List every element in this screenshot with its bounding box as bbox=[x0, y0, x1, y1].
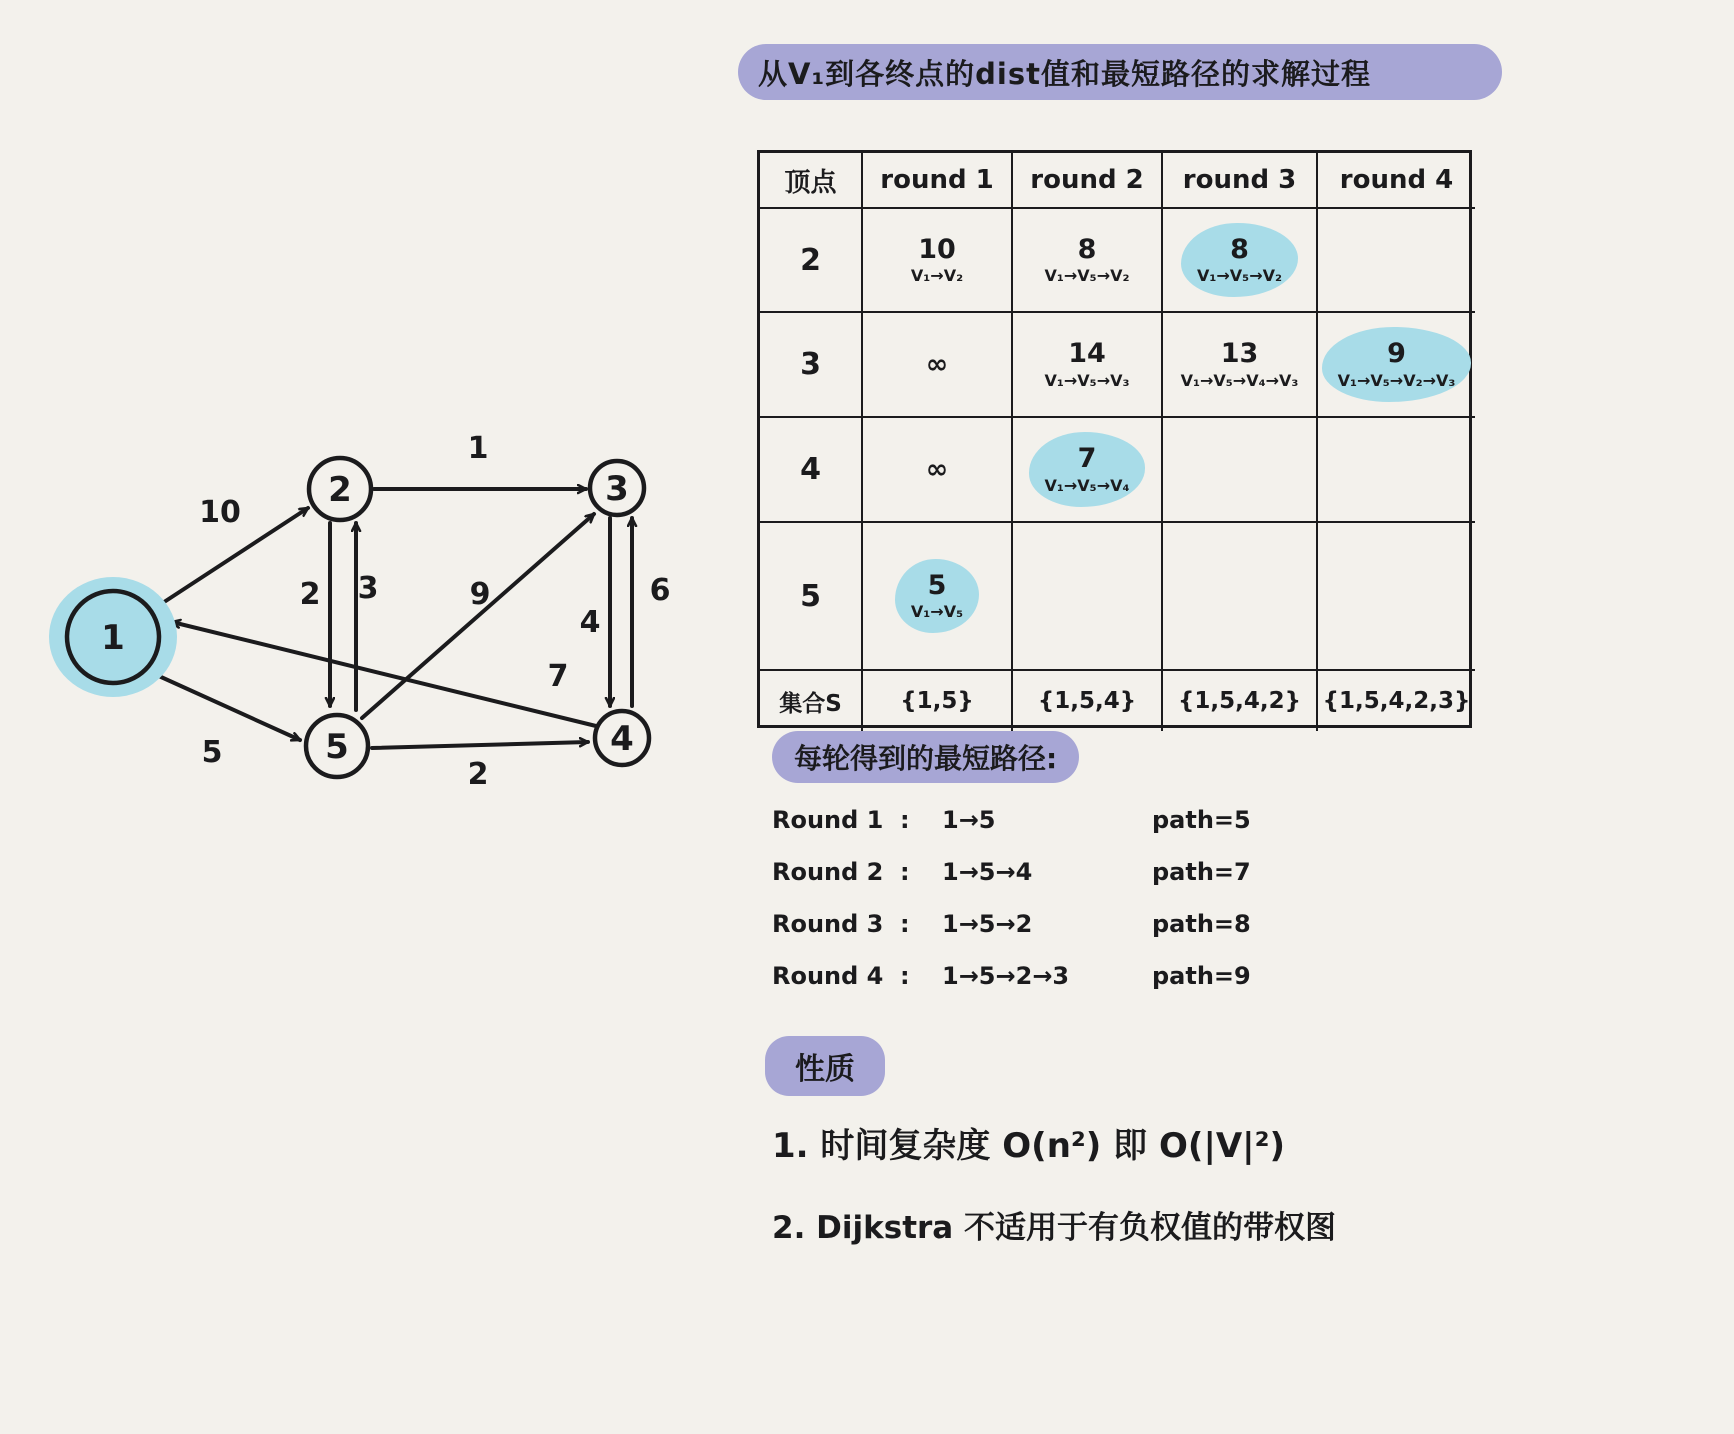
dist-value: 8 bbox=[1230, 233, 1249, 265]
round-name: Round 4 bbox=[772, 962, 884, 990]
path-value: V₁→V₅→V₄→V₃ bbox=[1180, 370, 1299, 390]
table-cell-highlighted bbox=[1318, 313, 1475, 418]
table-cell bbox=[863, 313, 1013, 418]
path-value: V₁→V₅→V₃ bbox=[1044, 370, 1130, 390]
table-cell-empty bbox=[1318, 209, 1475, 313]
dist-value: 10 bbox=[918, 233, 956, 265]
vertex-label: 5 bbox=[760, 523, 863, 671]
vertex-label: 4 bbox=[760, 418, 863, 523]
table-cell bbox=[863, 209, 1013, 313]
graph-nodes bbox=[49, 458, 649, 777]
graph-edge-5-4 bbox=[372, 742, 588, 748]
table-cell-empty bbox=[1163, 418, 1318, 523]
round-colon: : bbox=[900, 858, 910, 886]
table-cell bbox=[1013, 313, 1163, 418]
round-name: Round 2 bbox=[772, 858, 884, 886]
table-header-round4: round 4 bbox=[1318, 153, 1475, 209]
rounds-heading: 每轮得到的最短路径: bbox=[794, 742, 1058, 775]
path-value: V₁→V₅→V₂ bbox=[1197, 266, 1282, 286]
table-header-round1: round 1 bbox=[863, 153, 1013, 209]
table-header-vertex: 顶点 bbox=[760, 153, 863, 209]
path-value: V₁→V₅→V₂→V₃ bbox=[1337, 370, 1456, 390]
set-round4: {1,5,4,2,3} bbox=[1322, 688, 1471, 714]
edge-weight-2-5: 2 bbox=[299, 577, 321, 612]
dist-value: 14 bbox=[1068, 338, 1106, 370]
dist-value: 9 bbox=[1387, 338, 1406, 370]
table-cell-empty bbox=[1013, 523, 1163, 671]
table-cell-empty bbox=[1318, 418, 1475, 523]
table-cell bbox=[863, 418, 1013, 523]
round-path: 1→5→2 bbox=[942, 910, 1033, 938]
node-label-3: 3 bbox=[605, 469, 629, 509]
page-title-highlight bbox=[738, 44, 1502, 100]
edge-weight-3-4: 4 bbox=[579, 605, 601, 640]
edge-weight-1-5: 5 bbox=[201, 735, 223, 770]
path-value: V₁→V₅→V₄ bbox=[1044, 475, 1130, 495]
rounds-list bbox=[772, 794, 1251, 1002]
edge-weight-5-3: 9 bbox=[469, 577, 491, 612]
table-cell-highlighted bbox=[863, 523, 1013, 671]
note-negative-weights: 2. Dijkstra 不适用于有负权值的带权图 bbox=[772, 1210, 1337, 1246]
dist-value: 8 bbox=[1077, 233, 1097, 265]
round-name: Round 3 bbox=[772, 910, 884, 938]
table-cell-empty bbox=[1163, 523, 1318, 671]
round-length: path=7 bbox=[1152, 858, 1251, 886]
node-label-5: 5 bbox=[325, 727, 349, 767]
path-value: V₁→V₅→V₂ bbox=[1044, 266, 1130, 286]
page-title: 从V₁到各终点的dist值和最短路径的求解过程 bbox=[758, 56, 1371, 91]
table-cell bbox=[1013, 209, 1163, 313]
table-cell-highlighted bbox=[1163, 209, 1318, 313]
path-value: V₁→V₅ bbox=[910, 602, 964, 622]
notes-heading-highlight bbox=[765, 1036, 885, 1096]
round-colon: : bbox=[900, 806, 910, 834]
round-length: path=5 bbox=[1152, 806, 1251, 834]
set-row-label: 集合S bbox=[760, 671, 863, 731]
note-time-complexity: 1. 时间复杂度 O(n²) 即 O(|V|²) bbox=[772, 1126, 1286, 1166]
round-length: path=9 bbox=[1152, 962, 1251, 990]
table-header-round2: round 2 bbox=[1013, 153, 1163, 209]
edge-weight-5-4: 2 bbox=[467, 757, 489, 792]
edge-weight-4-1: 7 bbox=[547, 659, 569, 694]
round-path: 1→5 bbox=[942, 806, 996, 834]
dist-value: 13 bbox=[1220, 338, 1259, 370]
edge-weight-2-3: 1 bbox=[467, 431, 489, 466]
table-cell-empty bbox=[1318, 523, 1475, 671]
edge-weight-5-2: 3 bbox=[357, 571, 379, 606]
dist-value: 7 bbox=[1077, 443, 1097, 475]
dijkstra-graph bbox=[0, 0, 730, 900]
edge-weight-1-2: 10 bbox=[199, 495, 241, 530]
table-cell bbox=[1163, 313, 1318, 418]
vertex-label: 3 bbox=[760, 313, 863, 418]
notes-heading: 性质 bbox=[795, 1052, 855, 1087]
vertex-label: 2 bbox=[760, 209, 863, 313]
path-value: V₁→V₂ bbox=[910, 266, 964, 286]
round-path: 1→5→2→3 bbox=[942, 962, 1070, 990]
graph-edge-1-5 bbox=[150, 672, 300, 740]
rounds-heading-highlight bbox=[772, 731, 1079, 783]
edge-weight-4-3: 6 bbox=[649, 573, 671, 608]
round-colon: : bbox=[900, 962, 910, 990]
round-length: path=8 bbox=[1152, 910, 1251, 938]
dist-value: 5 bbox=[927, 569, 947, 601]
dist-value: ∞ bbox=[925, 348, 949, 380]
node-label-1: 1 bbox=[101, 618, 125, 658]
dist-value: ∞ bbox=[925, 453, 949, 485]
round-name: Round 1 bbox=[772, 806, 884, 834]
table-cell-highlighted bbox=[1013, 418, 1163, 523]
node-label-4: 4 bbox=[610, 719, 634, 759]
dist-table bbox=[757, 150, 1472, 728]
set-round2: {1,5,4} bbox=[1013, 671, 1163, 731]
node-label-2: 2 bbox=[328, 470, 352, 510]
table-header-round3: round 3 bbox=[1163, 153, 1318, 209]
round-colon: : bbox=[900, 910, 910, 938]
set-round1: {1,5} bbox=[863, 671, 1013, 731]
round-path: 1→5→4 bbox=[942, 858, 1033, 886]
set-round3: {1,5,4,2} bbox=[1163, 671, 1318, 731]
